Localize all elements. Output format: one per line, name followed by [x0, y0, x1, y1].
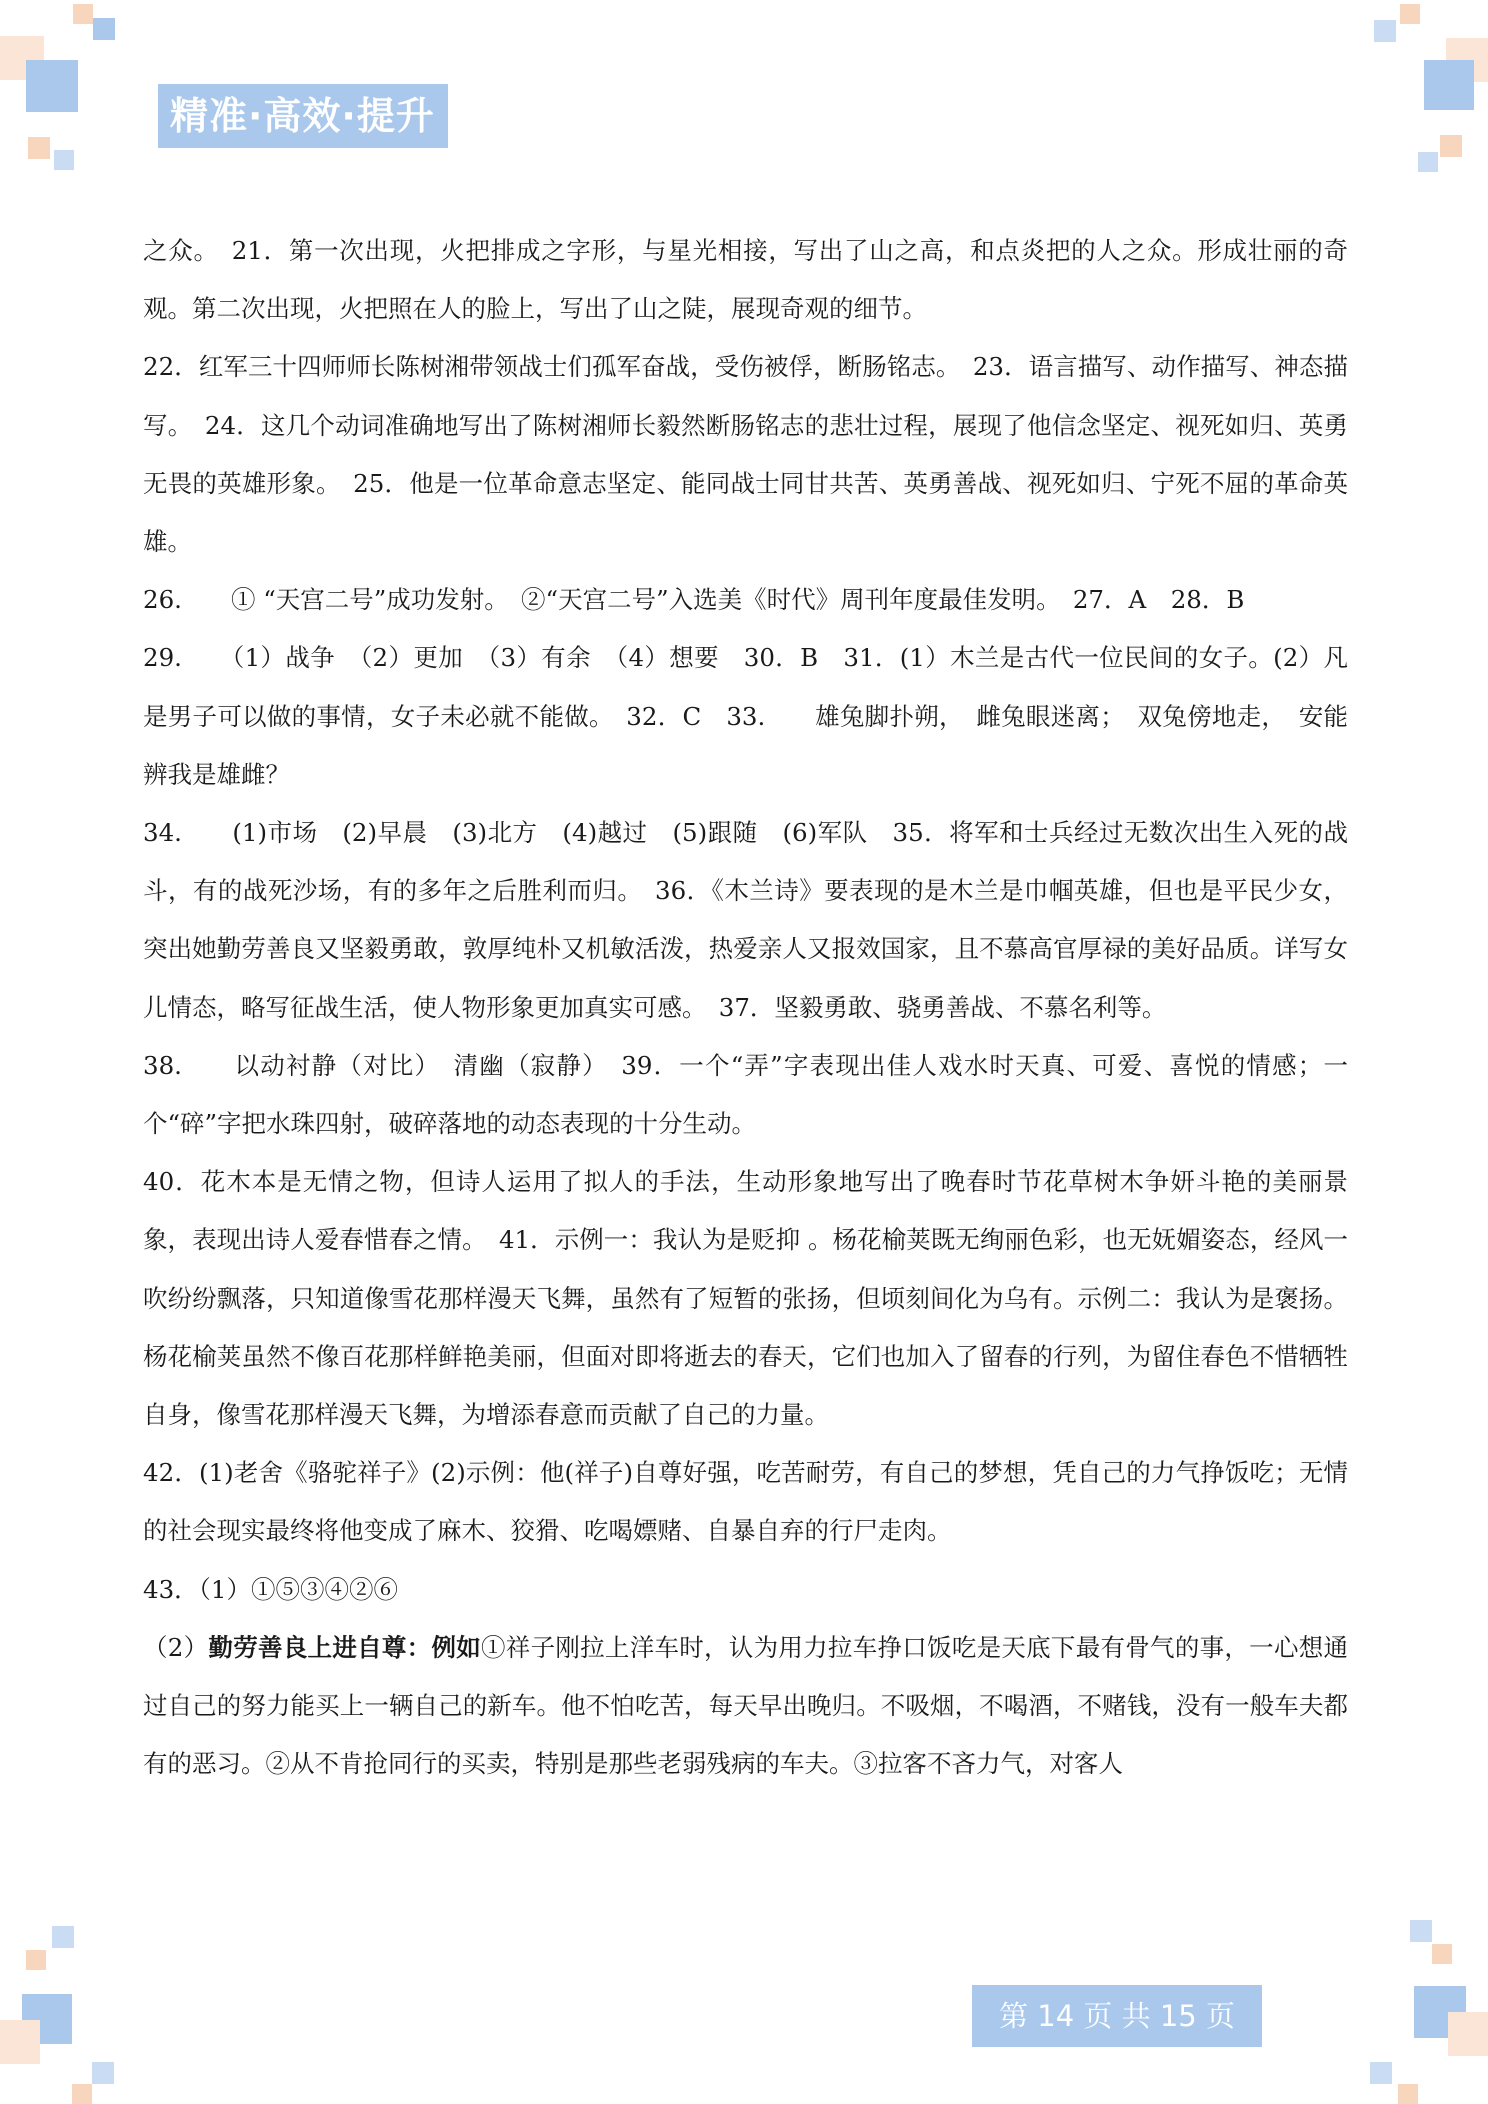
paragraph-26-28: 26. ① “天宫二号”成功发射。 ②“天宫二号”入选美《时代》周刊年度最佳发明。 27．A 28．B [143, 585, 1245, 615]
item-prefix: （2） [143, 1632, 209, 1662]
paragraph-40-41: 40．花木本是无情之物，但诗人运用了拟人的手法，生动形象地写出了晚春时节花草树木争妍斗艳的美丽景象，表现出诗人爱春惜春之情。 41．示例一：我认为是贬抑 。杨花榆荚既无绚丽色彩，也无妩媚姿态，经风一吹纷纷飘落，只知道像雪花那样漫天飞舞，虽然有了短暂的张扬，但顷刻间化为乌有。示例二：我认为是褒扬。杨花榆荚虽然不像百花那样鲜艳美丽，但面对即将逝去的春天，它们也加入了留春的行列，为留住春色不惜牺牲自身，像雪花那样漫天飞舞，为增添春意而贡献了自己的力量。 [143, 1167, 1348, 1430]
paragraph-43-2 [143, 1619, 1348, 1794]
item-text: ①祥子刚拉上洋车时，认为用力拉车挣口饭吃是天底下最有骨气的事，一心想通过自己的努力能买上一辆自己的新车。他不怕吃苦，每天早出晚归。不吸烟，不喝酒，不赌钱，没有一般车夫都有的恶习。②从不肯抢同行的买卖，特别是那些老弱残病的车夫。③拉客不吝力气，对客人 [143, 1632, 1349, 1779]
bold-heading: 勤劳善良上进自尊：例如 [208, 1632, 482, 1662]
paragraph-43-1: 43．（1）①⑤③④②⑥ [143, 1574, 399, 1604]
paragraph-42: 42．(1)老舍《骆驼祥子》(2)示例：他(祥子)自尊好强，吃苦耐劳，有自己的梦想，凭自己的力气挣饭吃；无情的社会现实最终将他变成了麻木、狡猾、吃喝嫖赌、自暴自弃的行尸走肉。 [143, 1458, 1348, 1546]
page-number: 第 14 页 共 15 页 [972, 1985, 1262, 2047]
paragraph-34-37: 34. (1)市场 (2)早晨 (3)北方 (4)越过 (5)跟随 (6)军队 35．将军和士兵经过无数次出生入死的战斗，有的战死沙场，有的多年之后胜利而归。 36．《木兰诗》要表现的是木兰是巾帼英雄，但也是平民少女，突出她勤劳善良又坚毅勇敢，敦厚纯朴又机敏活泼，热爱亲人又报效国家，且不慕高官厚禄的美好品质。详写女儿情态，略写征战生活，使人物形象更加真实可感。 37．坚毅勇敢、骁勇善战、不慕名利等。 [143, 818, 1348, 1022]
paragraph-22-25: 22．红军三十四师师长陈树湘带领战士们孤军奋战，受伤被俘，断肠铭志。 23．语言描写、动作描写、神态描写。 24．这几个动词准确地写出了陈树湘师长毅然断肠铭志的悲壮过程，展现了他信念坚定、视死如归、英勇无畏的英雄形象。 25．他是一位革命意志坚定、能同战士同甘共苦、英勇善战、视死如归、宁死不屈的革命英雄。 [143, 352, 1348, 557]
paragraph-29-33: 29. （1）战争 （2）更加 （3）有余 （4）想要 30．B 31．(1）木兰是古代一位民间的女子。(2）凡是男子可以做的事情，女子未必就不能做。 32．C 33. 雄兔脚扑朔， 雌兔眼迷离； 双兔傍地走， 安能辨我是雄雌？ [143, 643, 1348, 789]
answer-content [143, 222, 1348, 1793]
paragraph-38-39: 38. 以动衬静（对比） 清幽（寂静） 39．一个“弄”字表现出佳人戏水时天真、可爱、喜悦的情感；一个“碎”字把水珠四射，破碎落地的动态表现的十分生动。 [143, 1050, 1348, 1139]
paragraph-21: 之众。 21．第一次出现，火把排成之字形，与星光相接，写出了山之高，和点炎把的人之众。形成壮丽的奇观。第二次出现，火把照在人的脸上，写出了山之陡，展现奇观的细节。 [143, 236, 1348, 324]
brand-banner: 精准·高效·提升 [158, 84, 448, 148]
